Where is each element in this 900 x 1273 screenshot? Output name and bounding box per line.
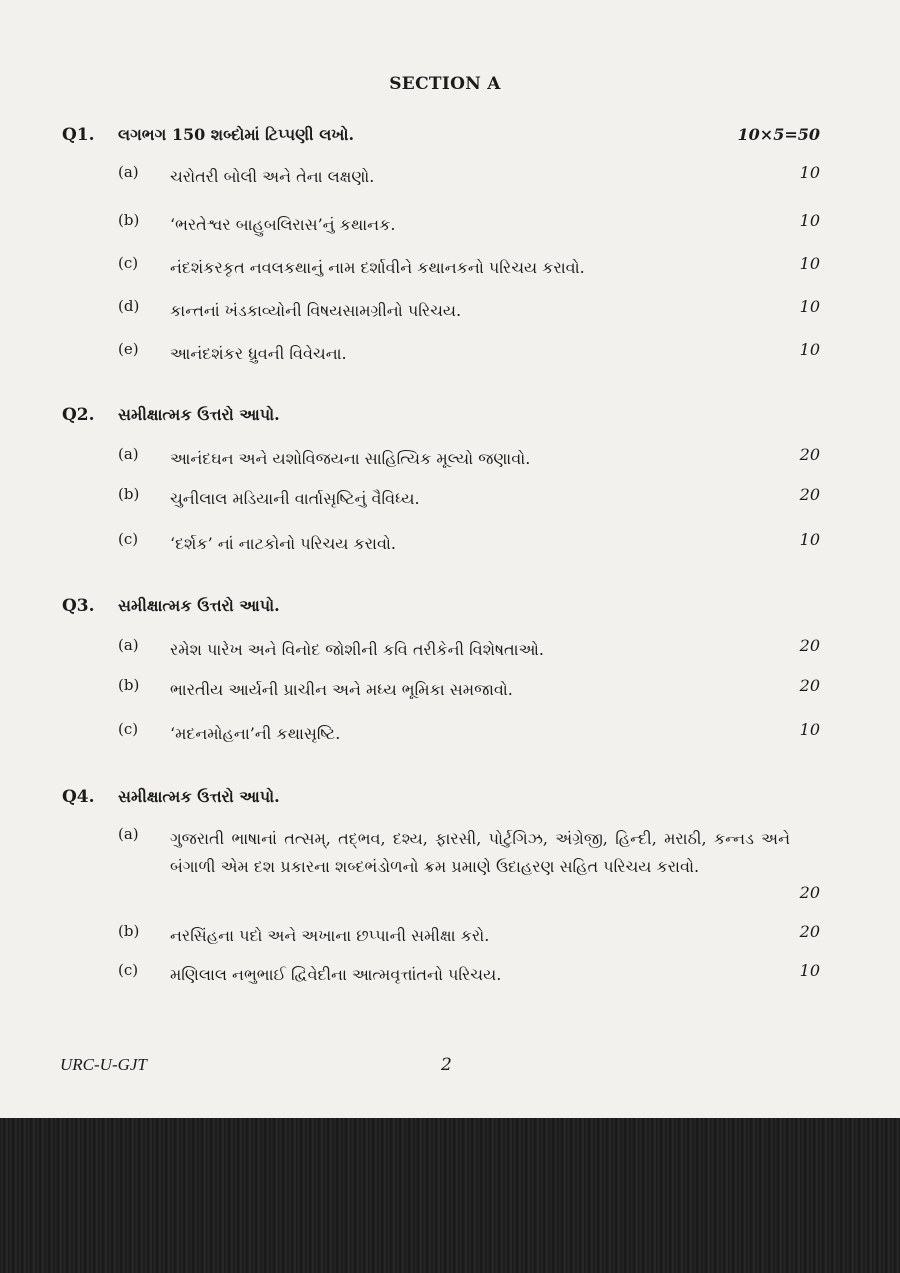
question-header — [0, 787, 900, 817]
part-label: (a) — [118, 636, 139, 654]
part-label: (d) — [118, 297, 140, 315]
question-number: Q3. — [62, 596, 95, 616]
part-label: (c) — [118, 961, 139, 979]
part-text: ગુજરાતી ભાષાનાં તત્સમ્, તદ્ભવ, દશ્ય, ફારસી, પોર્ટુગિઝ, અંગ્રેજી, હિન્દી, મરાઠી, કન્નડ અને બંગાળી એમ દશ પ્રકારના શબ્દભંડોળનો ક્રમ પ્રમાણે ઉદાહરણ સહિત પરિચય કરાવો. — [170, 829, 790, 876]
part-text: નંદશંકરકૃત નવલકથાનું નામ દર્શાવીને કથાનકનો પરિચય કરાવો. — [170, 258, 585, 277]
part-marks: 20 — [799, 445, 820, 464]
question-number: Q1. — [62, 125, 95, 145]
part-marks: 10 — [799, 530, 820, 549]
part-text: રમેશ પારેખ અને વિનોદ જોશીની કવિ તરીકેની વિશેષતાઓ. — [170, 640, 544, 659]
question-header — [0, 125, 900, 155]
part-marks: 20 — [799, 485, 820, 504]
part-label: (a) — [118, 445, 139, 463]
part-text: નરસિંહના પદો અને અખાના છપ્પાની સમીક્ષા કરો. — [170, 926, 490, 945]
part-text: ‘દર્શક’ નાં નાટકોનો પરિચય કરાવો. — [170, 534, 397, 553]
part-label: (c) — [118, 720, 139, 738]
section-heading: SECTION A — [389, 74, 501, 94]
question-total-marks: 10×5=50 — [737, 125, 820, 144]
part-marks: 10 — [799, 720, 820, 739]
paper-code: URC-U-GJT — [60, 1055, 147, 1074]
part-text: આનંદઘન અને યશોવિજયના સાહિત્યિક મૂલ્યો જણાવો. — [170, 449, 531, 468]
question-header — [0, 596, 900, 626]
part-marks: 10 — [799, 297, 820, 316]
part-label: (b) — [118, 922, 140, 940]
part-label: (b) — [118, 211, 140, 229]
part-text: ચરોતરી બોલી અને તેના લક્ષણો. — [170, 167, 375, 186]
part-text: ‘ભરતેશ્વર બાહુબલિરાસ’નું કથાનક. — [170, 215, 396, 234]
part-marks: 10 — [799, 254, 820, 273]
part-label: (a) — [118, 163, 139, 181]
question-2 — [0, 405, 900, 553]
part-text: મણિલાલ નભુભાઈ દ્વિવેદીના આત્મવૃત્તાંતનો પરિચય. — [170, 965, 502, 984]
part-marks: 10 — [799, 211, 820, 230]
part-text: આનંદશંકર ધ્રુવની વિવેચના. — [170, 344, 347, 363]
question-3 — [0, 596, 900, 743]
question-instruction: સમીક્ષાત્મક ઉત્તરો આપો. — [118, 787, 280, 806]
part-marks: 10 — [799, 340, 820, 359]
part-label: (b) — [118, 485, 140, 503]
scanner-background — [0, 1118, 900, 1273]
part-label: (a) — [118, 825, 139, 843]
question-4 — [0, 787, 900, 984]
part-marks: 20 — [799, 883, 820, 902]
part-text: ‘મદનમોહના’ની કથાસૃષ્ટિ. — [170, 724, 341, 743]
question-instruction: સમીક્ષાત્મક ઉત્તરો આપો. — [118, 405, 280, 424]
part-marks: 20 — [799, 676, 820, 695]
question-header — [0, 405, 900, 435]
page-number: 2 — [441, 1055, 452, 1075]
part-label: (c) — [118, 530, 139, 548]
question-number: Q4. — [62, 787, 95, 807]
part-marks: 10 — [799, 163, 820, 182]
part-label: (b) — [118, 676, 140, 694]
question-1 — [0, 125, 900, 363]
part-text: ભારતીય આર્યની પ્રાચીન અને મધ્ય ભૂમિકા સમજાવો. — [170, 680, 513, 699]
part-label: (c) — [118, 254, 139, 272]
part-text: કાન્તનાં ખંડકાવ્યોની વિષયસામગ્રીનો પરિચય. — [170, 301, 462, 320]
part-marks: 10 — [799, 961, 820, 980]
question-number: Q2. — [62, 405, 95, 425]
part-marks: 20 — [799, 922, 820, 941]
part-label: (e) — [118, 340, 139, 358]
question-instruction: લગભગ 150 શબ્દોમાં ટિપ્પણી લખો. — [118, 125, 355, 144]
question-instruction: સમીક્ષાત્મક ઉત્તરો આપો. — [118, 596, 280, 615]
part-marks: 20 — [799, 636, 820, 655]
part-text: ચુનીલાલ મડિયાની વાર્તાસૃષ્ટિનું વૈવિધ્ય. — [170, 489, 420, 508]
